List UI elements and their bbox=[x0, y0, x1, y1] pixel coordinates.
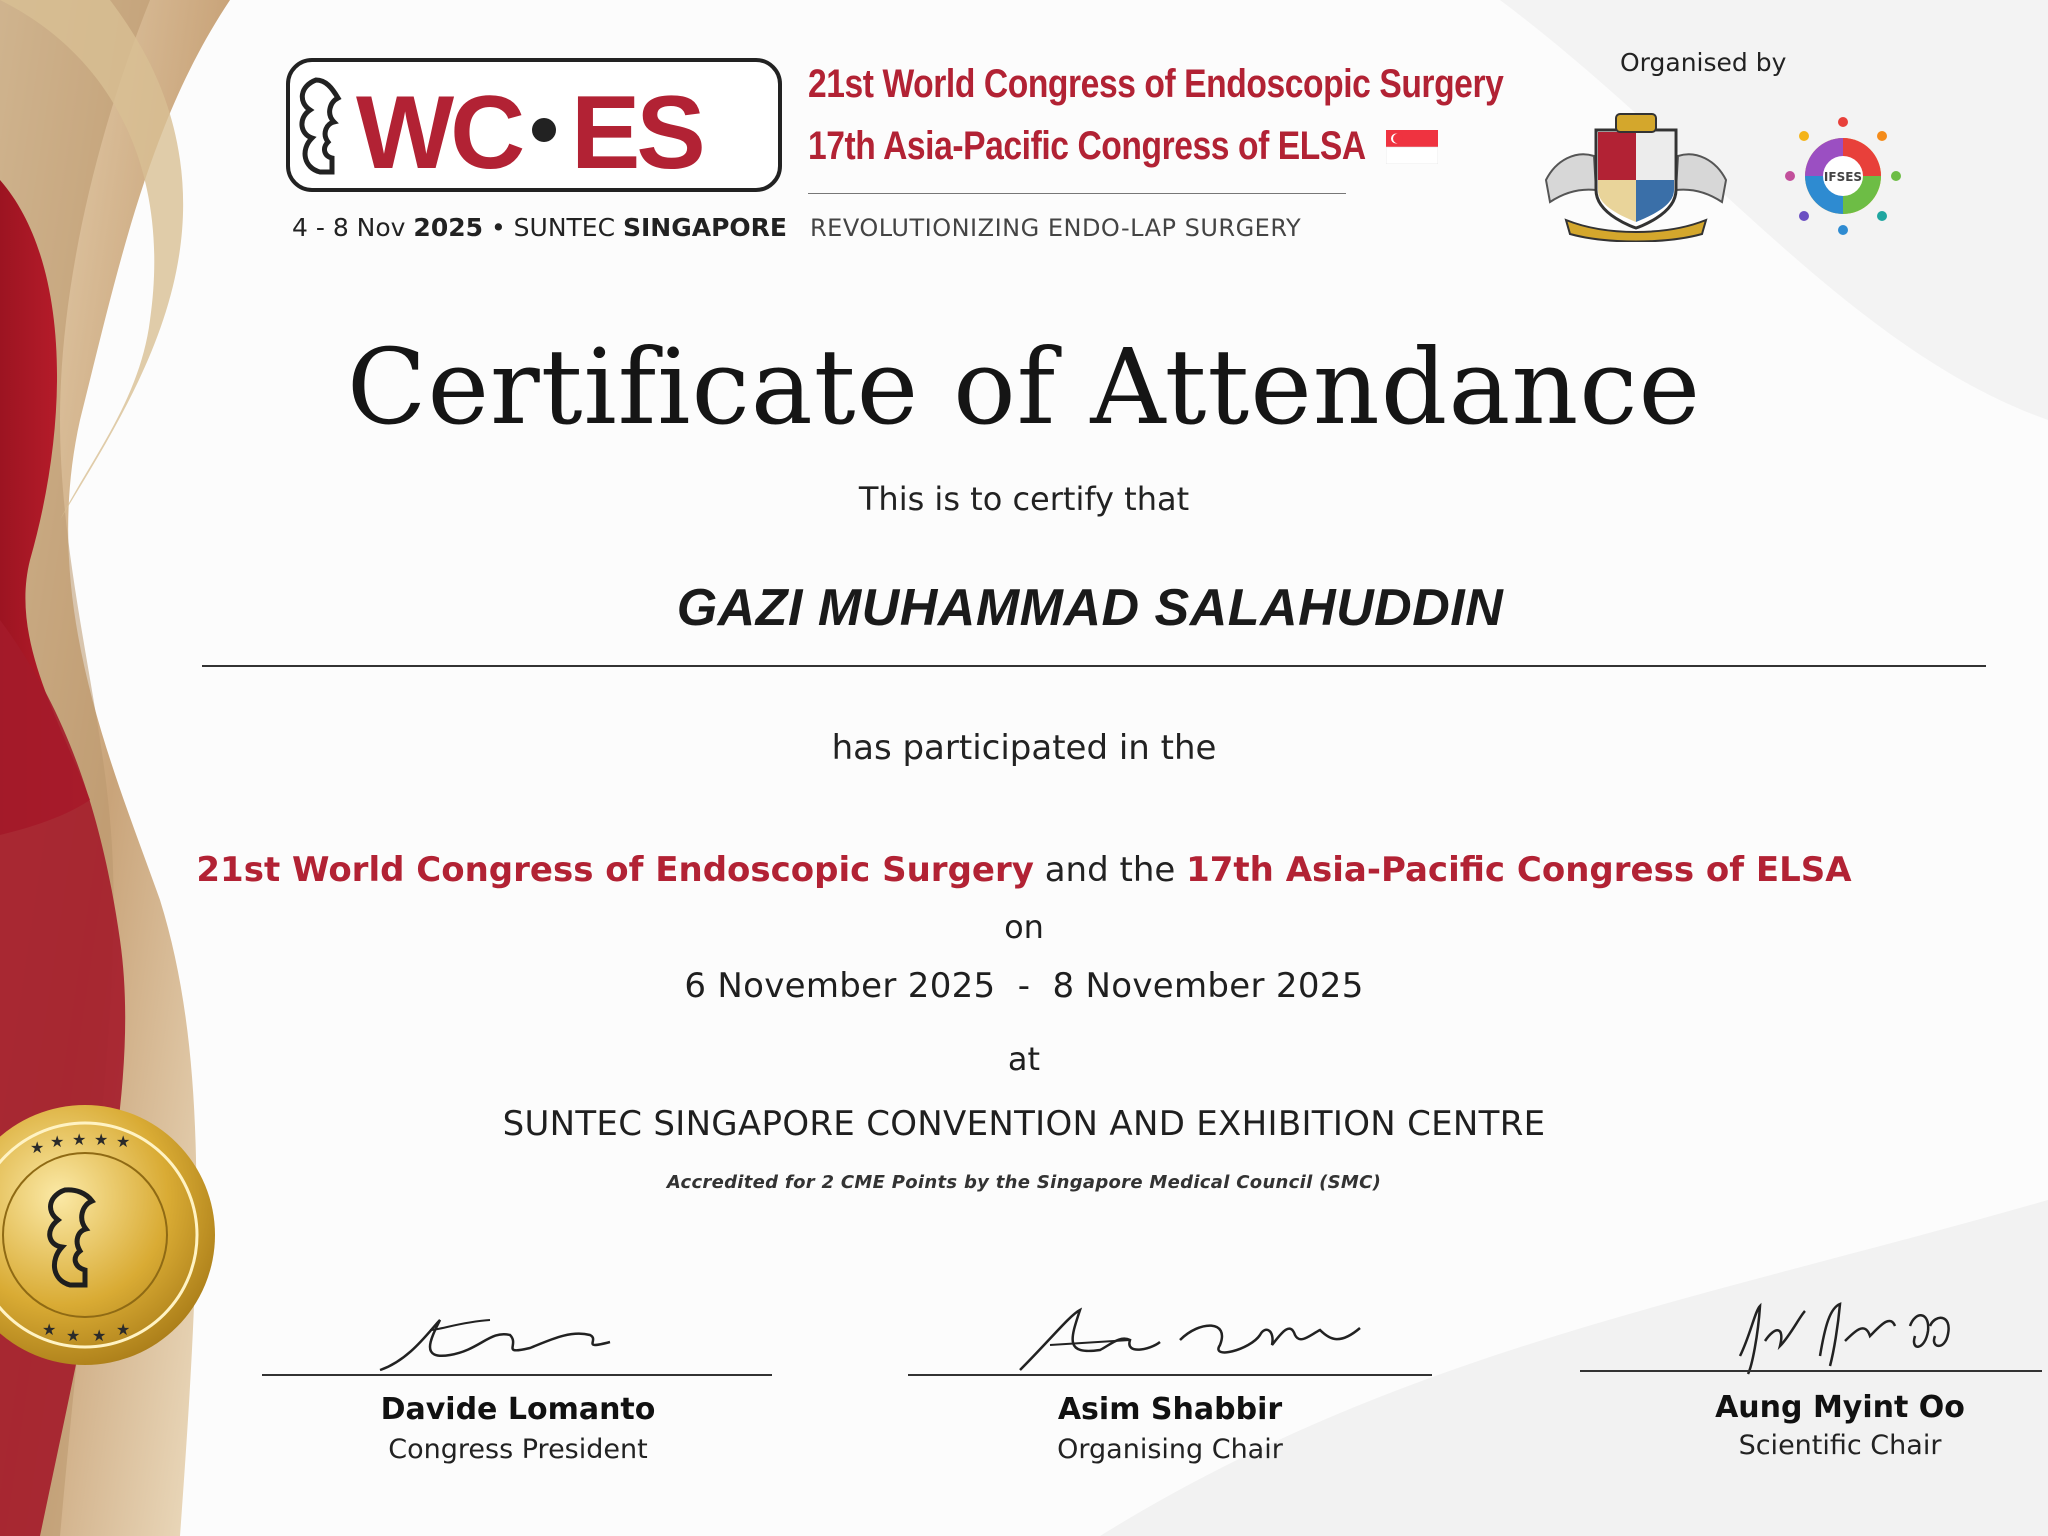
signatory-role-2: Organising Chair bbox=[1057, 1434, 1283, 1465]
ifses-logo bbox=[1782, 112, 1904, 240]
date-range: 4 - 8 Nov bbox=[292, 213, 414, 242]
header-divider bbox=[808, 193, 1346, 194]
svg-text:★: ★ bbox=[116, 1132, 131, 1151]
svg-text:ES: ES bbox=[571, 75, 702, 191]
venue-city: SINGAPORE bbox=[623, 213, 788, 242]
svg-text:★: ★ bbox=[92, 1326, 107, 1345]
certificate-title: Certificate of Attendance bbox=[346, 326, 1702, 448]
signatory-name-3: Aung Myint Oo bbox=[1715, 1390, 1965, 1425]
event-name-join: and the bbox=[1033, 850, 1187, 890]
cme-accreditation: Accredited for 2 CME Points by the Singapore Medical Council (SMC) bbox=[666, 1172, 1382, 1193]
tagline: REVOLUTIONIZING ENDO-LAP SURGERY bbox=[810, 214, 1302, 242]
venue-prefix: • SUNTEC bbox=[483, 213, 623, 242]
participated-text: has participated in the bbox=[831, 728, 1217, 768]
ifses-logo-text: IFSES bbox=[1823, 170, 1863, 184]
event-dates: 6 November 2025 - 8 November 2025 bbox=[684, 966, 1364, 1006]
signatory-role-3: Scientific Chair bbox=[1738, 1430, 1942, 1461]
signature-line-2 bbox=[908, 1374, 1432, 1376]
event-name-elsa: 17th Asia-Pacific Congress of ELSA bbox=[1186, 850, 1852, 890]
logo-text: WC bbox=[356, 75, 522, 191]
date-year: 2025 bbox=[413, 213, 484, 242]
certify-text: This is to certify that bbox=[858, 480, 1190, 518]
signature-asim-shabbir bbox=[1010, 1300, 1370, 1380]
svg-text:★: ★ bbox=[50, 1132, 65, 1151]
svg-text:★: ★ bbox=[30, 1138, 45, 1157]
svg-text:★: ★ bbox=[66, 1326, 81, 1345]
recipient-underline bbox=[202, 665, 1986, 667]
svg-text:★: ★ bbox=[94, 1130, 109, 1149]
header-title-elsa: 17th Asia-Pacific Congress of ELSA bbox=[808, 124, 1366, 168]
svg-text:★: ★ bbox=[42, 1320, 57, 1339]
svg-text:★: ★ bbox=[116, 1320, 131, 1339]
signatory-name-2: Asim Shabbir bbox=[1057, 1392, 1283, 1427]
event-name bbox=[0, 850, 2048, 890]
header-title-congress: 21st World Congress of Endoscopic Surgery bbox=[808, 62, 1504, 106]
elsa-crest-logo bbox=[1536, 110, 1736, 242]
signature-davide-lomanto bbox=[370, 1300, 630, 1380]
at-text: at bbox=[1007, 1040, 1041, 1078]
signatory-role-1: Congress President bbox=[388, 1434, 648, 1465]
svg-text:★: ★ bbox=[72, 1130, 87, 1149]
signatory-name-1: Davide Lomanto bbox=[380, 1392, 656, 1427]
signature-line-3 bbox=[1580, 1370, 2042, 1372]
event-name-congress: 21st World Congress of Endoscopic Surgery bbox=[196, 850, 1034, 890]
venue-name: SUNTEC SINGAPORE CONVENTION AND EXHIBITION CENTRE bbox=[502, 1104, 1546, 1144]
wces-logo bbox=[286, 58, 782, 192]
singapore-flag-icon bbox=[1386, 130, 1438, 164]
recipient-name: GAZI MUHAMMAD SALAHUDDIN bbox=[676, 579, 1504, 637]
signature-line-1 bbox=[262, 1374, 772, 1376]
signature-aung-myint-oo bbox=[1730, 1296, 1960, 1376]
organised-by-label: Organised by bbox=[1620, 48, 1787, 77]
event-date-venue bbox=[292, 213, 787, 242]
on-text: on bbox=[1004, 908, 1044, 946]
